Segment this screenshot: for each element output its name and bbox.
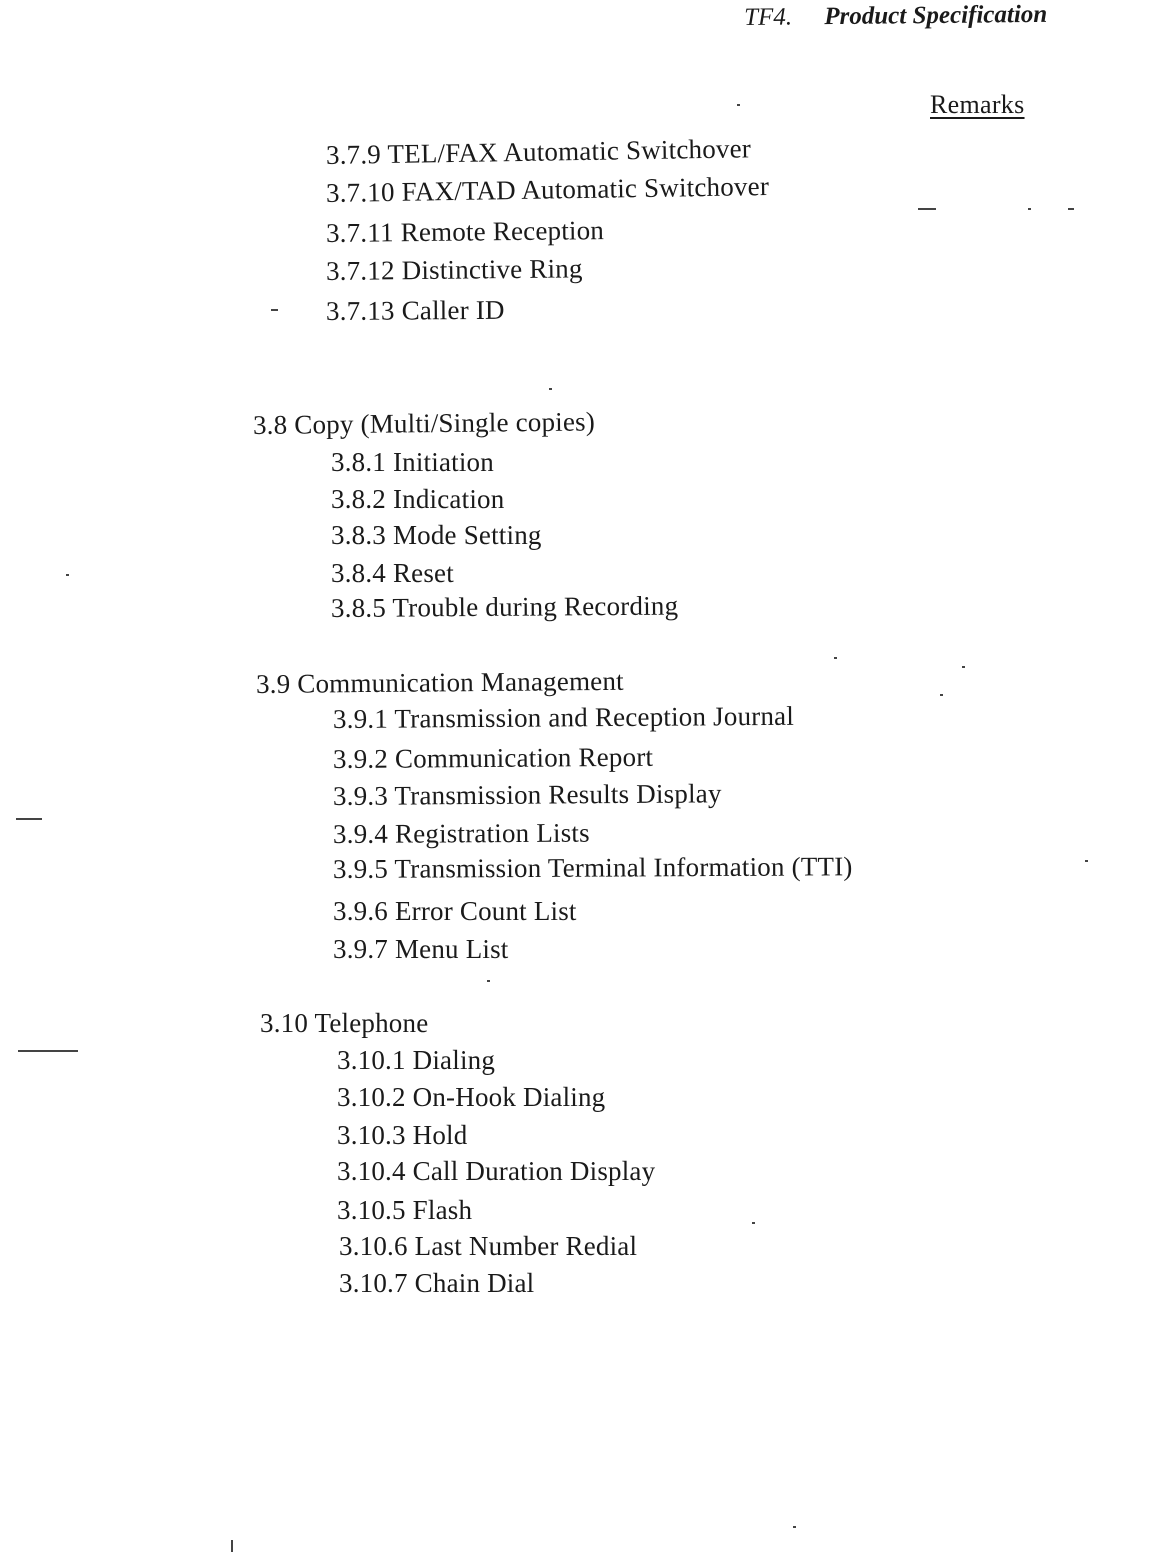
section-title: Remote Reception [400,215,605,248]
document-title: Product Specification [824,0,1048,31]
list-item [333,778,722,812]
section-number: 3.7.9 [325,139,382,170]
list-item [331,484,504,515]
list-item [333,742,653,775]
section-title: TEL/FAX Automatic Switchover [387,133,752,170]
list-item [339,1268,534,1299]
scan-speck [834,657,837,659]
section-title: Transmission and Reception Journal [394,700,795,734]
list-item [331,591,678,624]
list-item [337,1045,495,1076]
section-number: 3.10 [260,1008,309,1038]
section-title: FAX/TAD Automatic Switchover [401,171,770,207]
scan-speck [1085,860,1088,862]
section-title: Initiation [392,447,494,477]
section-number: 3.8 [252,409,288,440]
section-title: Flash [412,1195,473,1225]
remarks-heading: Remarks [930,90,1025,119]
section-title: Telephone [314,1008,429,1038]
list-item [326,215,604,249]
list-item [333,818,590,850]
list-item [337,1082,605,1113]
list-item [339,1231,637,1262]
section-title: Transmission Terminal Information (TTI) [394,851,853,884]
section-number: 3.7.11 [325,217,394,248]
section-heading [253,406,595,441]
scan-speck [487,980,490,982]
scan-speck [918,208,936,210]
scan-speck [752,1222,755,1224]
section-number: 3.10.6 [339,1231,408,1261]
section-number: 3.8.1 [331,447,386,477]
section-title: Indication [392,484,505,514]
list-item [326,295,505,327]
list-item [333,851,853,885]
scan-speck [793,1526,796,1528]
section-title: Distinctive Ring [401,253,583,286]
scan-speck [962,666,965,668]
section-number: 3.10.3 [337,1120,406,1150]
section-title: Hold [412,1120,468,1150]
section-number: 3.9.5 [332,853,389,884]
scan-speck [16,818,42,820]
section-number: 3.9.2 [332,743,389,774]
section-number: 3.10.5 [337,1195,406,1225]
section-number: 3.8.5 [330,592,387,623]
scan-speck [66,574,69,576]
section-heading [256,666,624,700]
list-item [331,447,494,478]
list-item [326,253,583,287]
section-number: 3.10.7 [339,1268,408,1298]
section-number: 3.10.1 [337,1045,406,1075]
scan-speck [271,309,278,311]
list-item [333,701,794,735]
section-number: 3.8.3 [331,520,386,550]
section-number: 3.9 [255,668,291,699]
page-header [744,1,1047,32]
section-number: 3.7.12 [325,255,395,286]
section-title: Chain Dial [414,1268,535,1298]
section-number: 3.9.3 [332,780,389,811]
section-number: 3.10.2 [337,1082,406,1112]
section-title: Copy (Multi/Single copies) [294,406,596,440]
section-title: Caller ID [401,294,505,326]
section-title: Communication Report [394,741,654,774]
list-item [337,1156,655,1187]
scan-speck [1028,208,1031,210]
section-heading [260,1008,428,1039]
section-title: Call Duration Display [412,1156,656,1186]
section-number: 3.10.4 [337,1156,406,1186]
section-title: On-Hook Dialing [412,1082,606,1112]
section-title: Last Number Redial [414,1231,638,1261]
section-title: Error Count List [394,896,577,926]
section-number: 3.7.10 [325,176,395,208]
scan-speck [1068,208,1074,210]
scan-speck [18,1050,78,1052]
section-title: Trouble during Recording [392,590,679,623]
scan-speck [737,104,740,106]
list-item [326,171,769,209]
section-title: Transmission Results Display [394,778,722,811]
scan-speck [549,388,552,390]
section-number: 3.9.7 [333,934,388,964]
scan-speck [231,1540,233,1552]
section-title: Mode Setting [392,520,542,550]
section-title: Reset [392,558,454,588]
section-title: Registration Lists [394,817,590,849]
section-number: 3.8.4 [331,558,386,588]
section-number: 3.9.4 [332,818,389,849]
section-number: 3.9.6 [333,896,388,926]
document-code: TF4. [744,3,793,31]
section-title: Menu List [394,934,509,964]
list-item [333,934,509,965]
list-item [331,520,542,551]
section-title: Dialing [412,1045,496,1075]
list-item [337,1120,467,1151]
list-item [331,558,454,589]
list-item [337,1195,472,1226]
scan-speck [940,694,943,696]
list-item [326,133,751,171]
list-item [333,896,577,927]
section-title: Communication Management [297,665,624,699]
section-number: 3.9.1 [332,703,389,734]
section-number: 3.7.13 [325,295,395,326]
section-number: 3.8.2 [331,484,386,514]
